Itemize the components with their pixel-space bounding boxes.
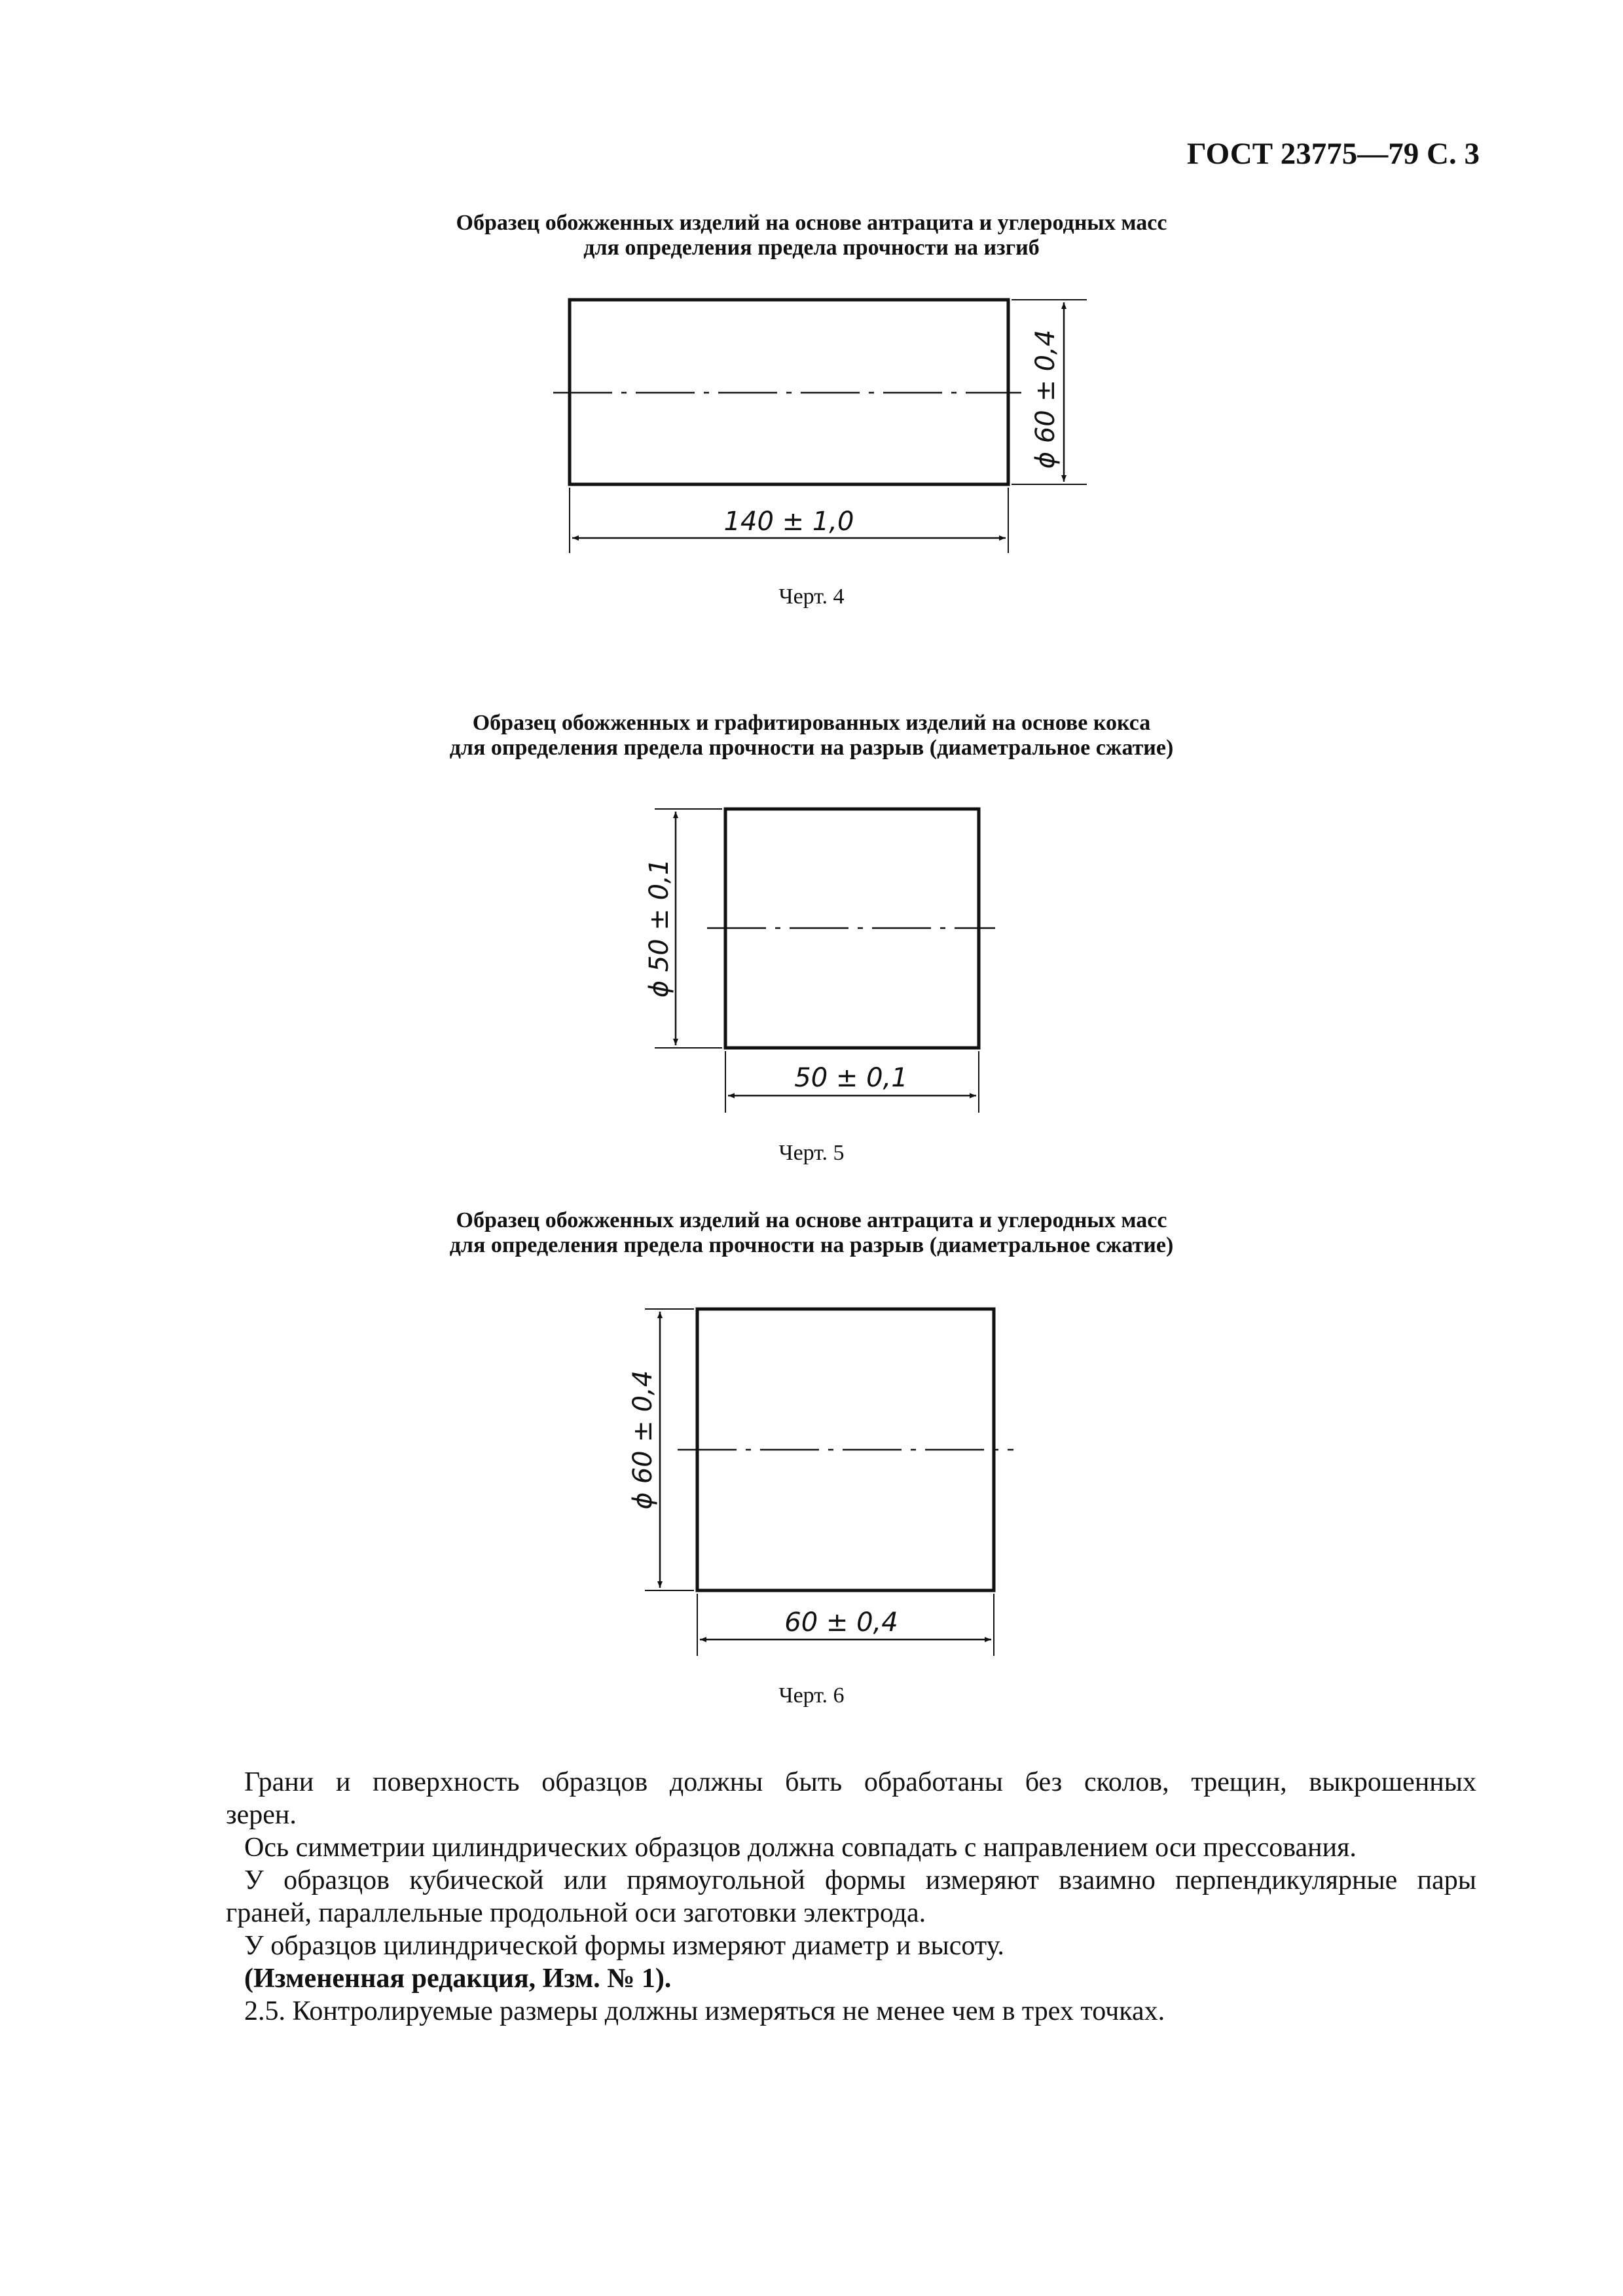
paragraph-3-line-2: граней, параллельные продольной оси заготовки электрода. xyxy=(226,1898,926,1928)
figure-5-caption-line-2: для определения предела прочности на разрыв (диаметральное сжатие) xyxy=(449,736,1174,760)
page-header: ГОСТ 23775—79 С. 3 xyxy=(1186,137,1480,171)
figure-4-diameter-label: ϕ 60 ± 0,4 xyxy=(1030,329,1061,469)
paragraph-2-5: 2.5. Контролируемые размеры должны измеряться не менее чем в трех точках. xyxy=(244,1996,1165,2026)
figure-6-label: Черт. 6 xyxy=(778,1683,845,1708)
paragraph-2: Ось симметрии цилиндрических образцов должна совпадать с направлением оси прессования. xyxy=(244,1833,1357,1863)
figure-4-caption-line-2: для определения предела прочности на изгиб xyxy=(583,236,1040,260)
paragraph-3-line-1: У образцов кубической или прямоугольной формы измеряют взаимно перпендикулярные пары xyxy=(244,1865,1476,1895)
figure-6-length-label: 60 ± 0,4 xyxy=(784,1607,898,1638)
figure-5-label: Черт. 5 xyxy=(778,1141,845,1165)
paragraph-1-line-1: Грани и поверхность образцов должны быть обработаны без сколов, трещин, выкрошенных xyxy=(244,1767,1476,1797)
body-text xyxy=(226,1766,1476,2028)
figure-4-label: Черт. 4 xyxy=(778,584,845,609)
figure-5-length-label: 50 ± 0,1 xyxy=(794,1063,908,1093)
figure-5-caption-line-1: Образец обожженных и графитированных изделий на основе кокса xyxy=(472,711,1151,735)
figure-6-caption-line-1: Образец обожженных изделий на основе антрацита и углеродных масс xyxy=(456,1208,1167,1232)
paragraph-4: У образцов цилиндрической формы измеряют диаметр и высоту. xyxy=(244,1931,1004,1961)
figure-6-diameter-label: ϕ 60 ± 0,4 xyxy=(628,1370,658,1510)
figure-6-drawing xyxy=(628,1309,1013,1656)
figure-5-diameter-label: ϕ 50 ± 0,1 xyxy=(644,858,674,998)
figure-4-drawing xyxy=(553,300,1087,553)
paragraph-1-line-2: зерен. xyxy=(226,1800,297,1830)
figure-4-length-label: 140 ± 1,0 xyxy=(723,507,854,537)
figure-5-drawing xyxy=(644,809,995,1113)
figure-4-caption-line-1: Образец обожженных изделий на основе антрацита и углеродных масс xyxy=(456,211,1167,235)
figure-6-caption-line-2: для определения предела прочности на разрыв (диаметральное сжатие) xyxy=(449,1233,1174,1257)
amendment-note: (Измененная редакция, Изм. № 1). xyxy=(244,1964,672,1994)
